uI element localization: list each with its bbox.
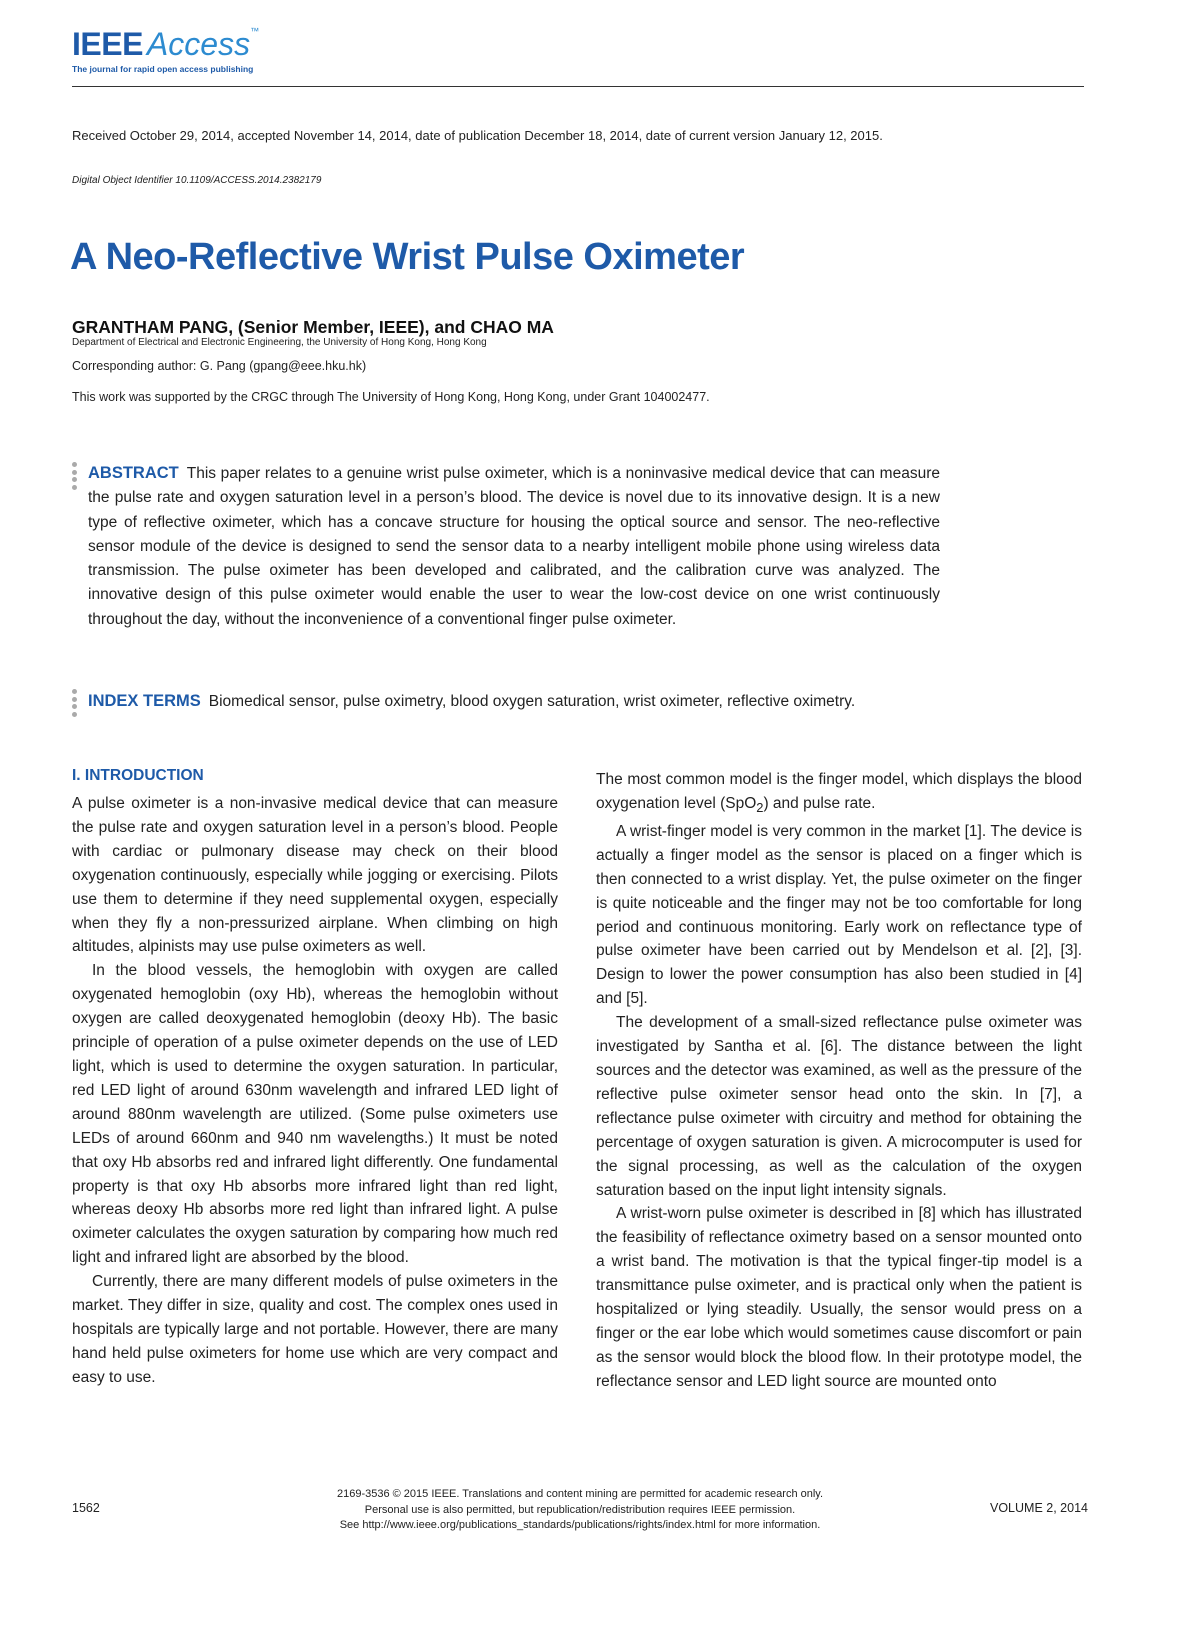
volume-label: VOLUME 2, 2014 [990, 1501, 1088, 1515]
index-terms-text: Biomedical sensor, pulse oximetry, blood oxygen saturation, wrist oximeter, reflective oximetry. [208, 693, 856, 710]
trademark-mark: ™ [250, 26, 260, 36]
page-number: 1562 [72, 1501, 100, 1515]
author-list: GRANTHAM PANG, (Senior Member, IEEE), and CHAO MA [72, 317, 554, 337]
section-heading: I. INTRODUCTION [72, 767, 204, 784]
paragraph: The development of a small-sized reflectance pulse oximeter was investigated by Santha et al. [6]. The distance between the light sources and the detector was examined, as well as the pressure of the reflective pulse oximeter sensor head onto the skin. In [7], a reflectance pulse oximeter with circuitry and method for obtaining the percentage of oxygen saturation is given. A microcomputer is used for the signal processing, as well as the calculation of the oxygen saturation based on the input light intensity signals. [596, 1014, 1082, 1199]
header-divider [72, 86, 1084, 87]
footer-line: 2169-3536 © 2015 IEEE. Translations and content mining are permitted for academic research only. [336, 1488, 824, 1500]
text-run: ) and pulse rate. [763, 794, 876, 812]
doi-line: Digital Object Identifier 10.1109/ACCESS.2014.2382179 [72, 175, 322, 186]
corresponding-author: Corresponding author: G. Pang (gpang@eee.hku.hk) [72, 359, 367, 373]
journal-tagline: The journal for rapid open access publishing [72, 64, 254, 74]
funding-note: This work was supported by the CRGC through The University of Hong Kong, Hong Kong, under Grant 104002477. [72, 390, 710, 404]
index-terms-label: INDEX TERMS [88, 692, 201, 710]
logo-access: Access [146, 26, 251, 62]
journal-logo [72, 26, 259, 63]
footer-line: See http://www.ieee.org/publications_standards/publications/rights/index.html for more information. [339, 1519, 821, 1531]
right-column [596, 768, 1082, 1394]
footer-line: Personal use is also permitted, but republication/redistribution requires IEEE permission. [364, 1503, 796, 1516]
paragraph: A wrist-worn pulse oximeter is described in [8] which has illustrated the feasibility of reflectance oximetry based on a sensor mounted onto a wrist band. The motivation is that the typical finger-tip model is a transmittance pulse oximeter, and is practical only when the patient is hospitalized or lying steadily. Usually, the sensor would press on a finger or the ear lobe which would sometimes cause discomfort or pain as the sensor would block the blood flow. In their prototype model, the reflectance sensor and LED light source are mounted onto [596, 1205, 1082, 1390]
abstract-text: This paper relates to a genuine wrist pulse oximeter, which is a noninvasive medical device that can measure the pulse rate and oxygen saturation level in a person’s blood. The device is novel due to its innovative design. It is a new type of reflective oximeter, which has a concave structure for housing the optical source and sensor. The neo-reflective sensor module of the device is designed to send the sensor data to a nearby intelligent mobile phone using wireless data transmission. The pulse oximeter has been developed and calibrated, and the calibration curve was analyzed. The innovative design of this pulse oximeter would enable the user to wear the low-cost device on one wrist continuously throughout the day, without the inconvenience of a conventional finger pulse oximeter. [88, 465, 940, 628]
index-terms-block [88, 689, 940, 714]
paper-title: A Neo-Reflective Wrist Pulse Oximeter [70, 236, 745, 278]
paragraph [596, 768, 1082, 820]
logo-ieee: IEEE [72, 26, 143, 62]
paragraph: Currently, there are many different models of pulse oximeters in the market. They differ in size, quality and cost. The complex ones used in hospitals are typically large and not portable. However, there are many hand held pulse oximeters for home use which are very compact and easy to use. [72, 1273, 558, 1386]
paragraph: In the blood vessels, the hemoglobin with oxygen are called oxygenated hemoglobin (oxy Hb), whereas the hemoglobin without oxygen are called deoxygenated hemoglobin (deoxy Hb). The basic principle of operation of a pulse oximeter depends on the use of LED light, which is used to determine the oxygen saturation. In particular, red LED light of around 630nm wavelength and infrared LED light of around 880nm wavelength are utilized. (Some pulse oximeters use LEDs of around 660nm and 940 nm wavelengths.) It must be noted that oxy Hb absorbs red and infrared light differently. One fundamental property is that oxy Hb absorbs more infrared light than red light, whereas deoxy Hb absorbs more red light than infrared light. A pulse oximeter calculates the oxygen saturation by comparing how much red light and infrared light are absorbed by the blood. [72, 962, 558, 1267]
text-run: The most common model is the finger model, which displays the blood oxygenation level (SpO [596, 771, 1082, 812]
received-dates: Received October 29, 2014, accepted November 14, 2014, date of publication December 18, 2014, date of current version January 12, 2015. [72, 128, 883, 143]
copyright-footer [300, 1487, 860, 1534]
abstract-marker-icon [72, 462, 78, 492]
left-column [72, 792, 558, 1390]
abstract-block [88, 461, 940, 632]
affiliation: Department of Electrical and Electronic Engineering, the University of Hong Kong, Hong Kong [72, 337, 487, 348]
paragraph: A wrist-finger model is very common in the market [1]. The device is actually a finger model as the sensor is placed on a finger which is then connected to a wrist display. Yet, the pulse oximeter on the finger is quite noticeable and the finger may not be too comfortable for long period and continuous monitoring. Early work on reflectance type of pulse oximeter have been carried out by Mendelson et al. [2], [3]. Design to lower the power consumption has also been studied in [4] and [5]. [596, 822, 1082, 1008]
paragraph: A pulse oximeter is a non-invasive medical device that can measure the pulse rate and oxygen saturation level in a person’s blood. People with cardiac or pulmonary disease may check on their blood oxygenation continuously, especially while jogging or exercising. Pilots use them to determine if they need supplemental oxygen, especially when they fly a non-pressurized airplane. When climbing on high altitudes, alpinists may use pulse oximeters as well. [72, 795, 558, 956]
abstract-label: ABSTRACT [88, 464, 179, 482]
index-terms-marker-icon [72, 689, 78, 719]
subscript: 2 [756, 800, 764, 815]
